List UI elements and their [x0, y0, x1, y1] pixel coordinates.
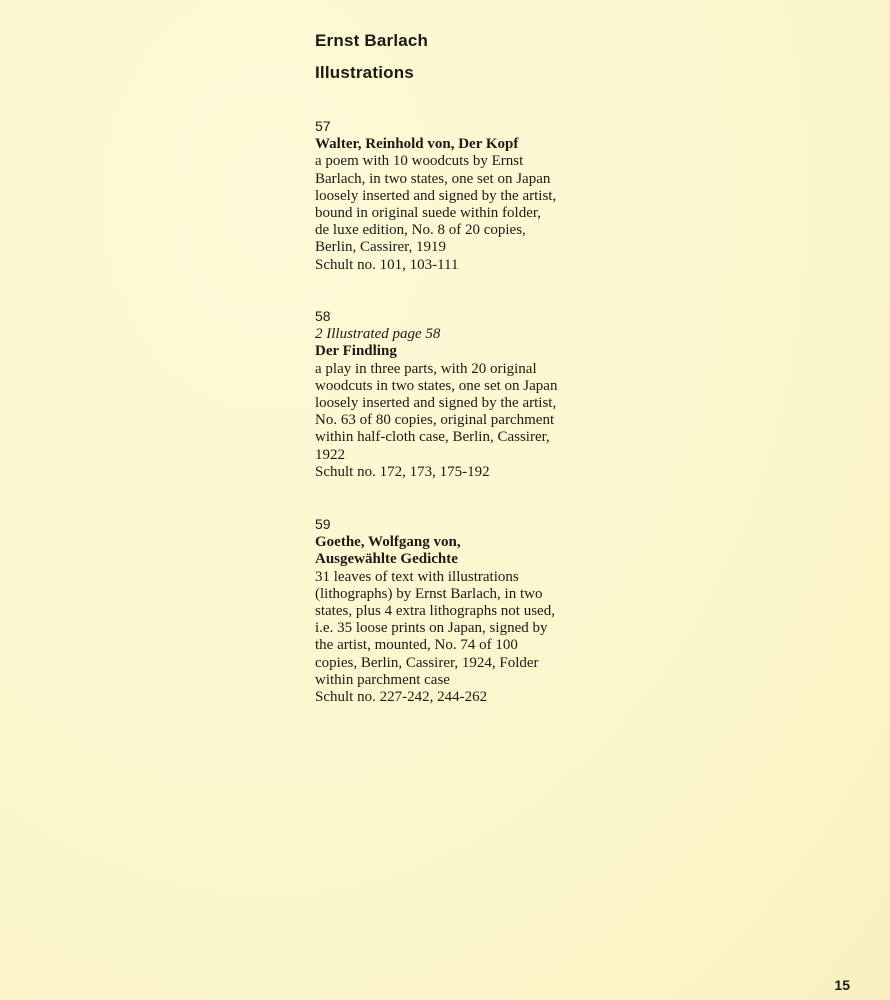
section-heading: Illustrations [315, 63, 414, 82]
entry-description-line: de luxe edition, No. 8 of 20 copies, [315, 222, 526, 239]
entry-description-line: states, plus 4 extra lithographs not used, [315, 603, 555, 620]
entry-title-line: Der Findling [315, 343, 397, 360]
author-heading: Ernst Barlach [315, 31, 429, 50]
entry-description-line: 1922 [315, 446, 345, 463]
entry-description-line: the artist, mounted, No. 74 of 100 [315, 637, 518, 654]
entry-description-line: No. 63 of 80 copies, original parchment [315, 412, 555, 429]
catalog-entry [315, 516, 615, 706]
entry-description-line: Schult no. 227-242, 244-262 [315, 689, 488, 706]
entry-description-line: a play in three parts, with 20 original [315, 360, 537, 377]
entry-description-line: a poem with 10 woodcuts by Ernst [315, 153, 524, 170]
entry-number: 58 [315, 308, 331, 324]
page-number: 15 [834, 977, 850, 993]
entry-title-line: Goethe, Wolfgang von, [315, 534, 461, 551]
entry-description-line: within half-cloth case, Berlin, Cassirer, [315, 429, 550, 446]
entry-description-line: loosely inserted and signed by the artist, [315, 187, 557, 204]
entry-description-line: Barlach, in two states, one set on Japan [315, 170, 551, 187]
entry-title-line: Walter, Reinhold von, Der Kopf [315, 136, 519, 153]
entry-description-line: within parchment case [315, 671, 450, 688]
entry-description-line: i.e. 35 loose prints on Japan, signed by [315, 620, 548, 637]
entry-description-line: Berlin, Cassirer, 1919 [315, 239, 447, 256]
entry-number: 57 [315, 118, 331, 134]
entry-number: 59 [315, 516, 331, 532]
entry-description-line: 31 leaves of text with illustrations [315, 568, 519, 585]
entry-description-line: Schult no. 172, 173, 175-192 [315, 463, 490, 480]
entry-description-line: Schult no. 101, 103-111 [315, 256, 459, 273]
catalog-entry [315, 308, 615, 481]
entry-description-line: copies, Berlin, Cassirer, 1924, Folder [315, 654, 539, 671]
entry-description-line: (lithographs) by Ernst Barlach, in two [315, 585, 543, 602]
entry-title-line: Ausgewählte Gedichte [315, 551, 458, 568]
entry-description-line: bound in original suede within folder, [315, 205, 542, 222]
catalog-entry [315, 118, 615, 274]
illustration-reference: 2 Illustrated page 58 [315, 326, 441, 343]
entry-description-line: loosely inserted and signed by the artist, [315, 395, 557, 412]
entry-description-line: woodcuts in two states, one set on Japan [315, 377, 558, 394]
